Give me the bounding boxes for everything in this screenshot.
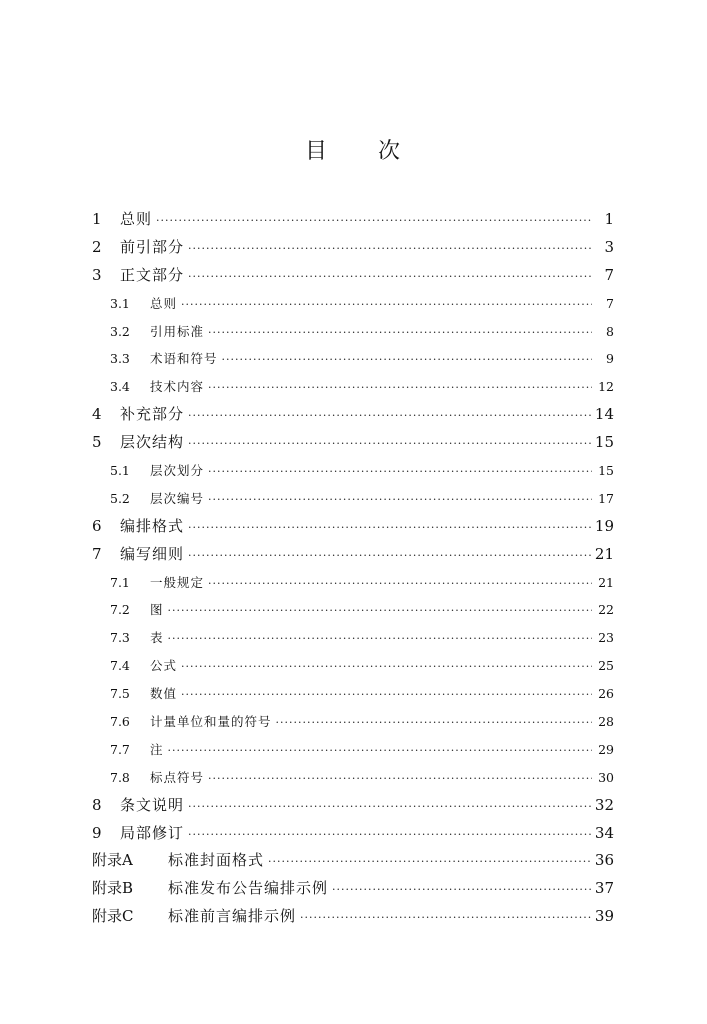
toc-dot-leader	[188, 542, 591, 570]
toc-dot-leader	[188, 263, 592, 291]
toc-subentry[interactable]	[92, 373, 614, 401]
toc-entry[interactable]	[92, 792, 614, 820]
toc-subentry[interactable]	[92, 764, 614, 792]
toc-subentry[interactable]	[92, 345, 614, 373]
toc-entry[interactable]	[92, 401, 614, 429]
toc-subentry[interactable]	[92, 485, 614, 513]
toc-entry-page: 12	[598, 379, 614, 395]
toc-subentry[interactable]	[92, 736, 614, 764]
toc-dot-leader	[268, 848, 591, 876]
toc-dot-leader	[276, 709, 592, 737]
toc-entry-number: 3.4	[110, 379, 130, 395]
toc-entry-page: 34	[594, 823, 614, 842]
toc-entry-number: 3.1	[110, 295, 130, 311]
toc-entry-label: 条文说明	[120, 795, 185, 814]
toc-entry-page: 21	[594, 544, 614, 563]
toc-dot-leader	[181, 653, 592, 681]
toc-entry-label: 图	[150, 602, 164, 618]
toc-entry-label: 编排格式	[120, 516, 185, 535]
toc-subentry[interactable]	[92, 318, 614, 346]
toc-dot-leader	[188, 235, 592, 263]
toc-entry[interactable]	[92, 206, 614, 234]
toc-entry-page: 19	[594, 516, 614, 535]
toc-dot-leader	[188, 430, 591, 458]
toc-dot-leader	[208, 570, 592, 598]
toc-entry[interactable]	[92, 875, 614, 903]
toc-entry-number: 7.5	[110, 686, 130, 702]
toc-subentry[interactable]	[92, 569, 614, 597]
toc-entry-label: 前引部分	[120, 237, 185, 256]
toc-entry-label: 标点符号	[150, 769, 205, 785]
toc-dot-leader	[181, 291, 592, 319]
toc-entry-number: 7.4	[110, 658, 130, 674]
toc-entry-number: 4	[92, 405, 102, 424]
toc-entry-page: 1	[604, 210, 614, 228]
toc-entry-label: 表	[150, 630, 164, 646]
toc-dot-leader	[188, 402, 591, 430]
toc-entry-page: 25	[598, 658, 614, 674]
toc-entry-number: 附录A	[92, 851, 133, 870]
toc-entry-label: 标准发布公告编排示例	[168, 879, 329, 898]
toc-entry-number: 7.3	[110, 630, 130, 646]
toc-entry-label: 注	[150, 741, 164, 757]
toc-entry-label: 层次结构	[120, 433, 185, 452]
toc-entry-number: 7	[92, 544, 102, 563]
toc-entry-label: 数值	[150, 686, 178, 702]
toc-entry[interactable]	[92, 847, 614, 875]
toc-entry-number: 1	[92, 210, 102, 228]
toc-entry-page: 3	[604, 237, 614, 256]
toc-entry-label: 标准封面格式	[168, 851, 265, 870]
toc-subentry[interactable]	[92, 457, 614, 485]
toc-entry-page: 7	[604, 265, 614, 284]
toc-entry-number: 8	[92, 795, 102, 814]
toc-entry[interactable]	[92, 541, 614, 569]
toc-dot-leader	[208, 765, 592, 793]
toc-entry-number: 7.2	[110, 602, 130, 618]
toc-entry[interactable]	[92, 903, 614, 931]
toc-dot-leader	[168, 597, 592, 625]
toc-entry-number: 3.3	[110, 351, 130, 367]
toc-entry-page: 23	[598, 630, 614, 646]
toc-entry-page: 14	[594, 405, 614, 424]
toc-entry-page: 28	[598, 714, 614, 730]
toc-entry-number: 3.2	[110, 323, 130, 339]
toc-dot-leader	[222, 346, 592, 374]
toc-dot-leader	[300, 904, 591, 932]
toc-entry-number: 9	[92, 823, 102, 842]
toc-entry-page: 29	[598, 741, 614, 757]
toc-dot-leader	[188, 793, 591, 821]
toc-entry-label: 正文部分	[120, 265, 185, 284]
toc-entry-label: 一般规定	[150, 574, 205, 590]
toc-entry-page: 9	[606, 351, 614, 367]
toc-entry-number: 7.8	[110, 769, 130, 785]
toc-dot-leader	[168, 737, 592, 765]
toc-dot-leader	[208, 374, 592, 402]
toc-subentry[interactable]	[92, 290, 614, 318]
toc-entry-page: 32	[594, 795, 614, 814]
toc-subentry[interactable]	[92, 596, 614, 624]
toc-subentry[interactable]	[92, 708, 614, 736]
toc-entry-label: 补充部分	[120, 405, 185, 424]
toc-title-char-2: 次	[378, 139, 401, 164]
toc-entry-number: 6	[92, 516, 102, 535]
toc-entry-label: 技术内容	[150, 379, 205, 395]
table-of-contents	[92, 206, 614, 931]
toc-entry-label: 层次编号	[150, 490, 205, 506]
toc-entry-number: 附录C	[92, 907, 134, 926]
toc-entry[interactable]	[92, 429, 614, 457]
toc-entry[interactable]	[92, 513, 614, 541]
toc-entry-page: 7	[606, 295, 614, 311]
toc-entry-page: 17	[598, 490, 614, 506]
toc-entry-label: 计量单位和量的符号	[150, 714, 272, 730]
toc-dot-leader	[188, 514, 591, 542]
toc-entry-label: 总则	[150, 295, 178, 311]
toc-entry-number: 7.7	[110, 741, 130, 757]
toc-entry-label: 编写细则	[120, 544, 185, 563]
toc-entry-label: 公式	[150, 658, 178, 674]
toc-entry-page: 15	[598, 463, 614, 479]
toc-entry-number: 3	[92, 265, 102, 284]
toc-entry-page: 30	[598, 769, 614, 785]
toc-entry-page: 37	[594, 879, 614, 898]
toc-dot-leader	[332, 876, 591, 904]
toc-dot-leader	[208, 319, 592, 347]
toc-entry-label: 标准前言编排示例	[168, 907, 297, 926]
toc-entry-page: 36	[594, 851, 614, 870]
toc-entry-number: 5.1	[110, 463, 130, 479]
toc-entry-number: 附录B	[92, 879, 134, 898]
toc-entry[interactable]	[92, 234, 614, 262]
toc-entry-page: 21	[598, 574, 614, 590]
toc-dot-leader	[188, 821, 591, 849]
toc-title-char-1: 目	[305, 139, 328, 164]
toc-entry-page: 22	[598, 602, 614, 618]
toc-subentry[interactable]	[92, 680, 614, 708]
toc-entry-label: 总则	[120, 210, 153, 228]
toc-entry-page: 15	[594, 433, 614, 452]
toc-entry-label: 引用标准	[150, 323, 205, 339]
toc-entry-page: 26	[598, 686, 614, 702]
toc-dot-leader	[156, 207, 592, 235]
toc-entry-number: 7.1	[110, 574, 130, 590]
toc-dot-leader	[181, 681, 592, 709]
toc-entry-number: 5.2	[110, 490, 130, 506]
toc-entry-number: 5	[92, 433, 102, 452]
toc-entry-number: 2	[92, 237, 102, 256]
toc-dot-leader	[168, 625, 592, 653]
toc-entry-label: 层次划分	[150, 463, 205, 479]
toc-dot-leader	[208, 458, 592, 486]
toc-entry-label: 局部修订	[120, 823, 185, 842]
toc-subentry[interactable]	[92, 624, 614, 652]
toc-subentry[interactable]	[92, 652, 614, 680]
toc-entry[interactable]	[92, 262, 614, 290]
toc-entry-number: 7.6	[110, 714, 130, 730]
toc-entry[interactable]	[92, 820, 614, 848]
toc-entry-page: 39	[594, 907, 614, 926]
toc-dot-leader	[208, 486, 592, 514]
toc-entry-label: 术语和符号	[150, 351, 218, 367]
toc-entry-page: 8	[606, 323, 614, 339]
